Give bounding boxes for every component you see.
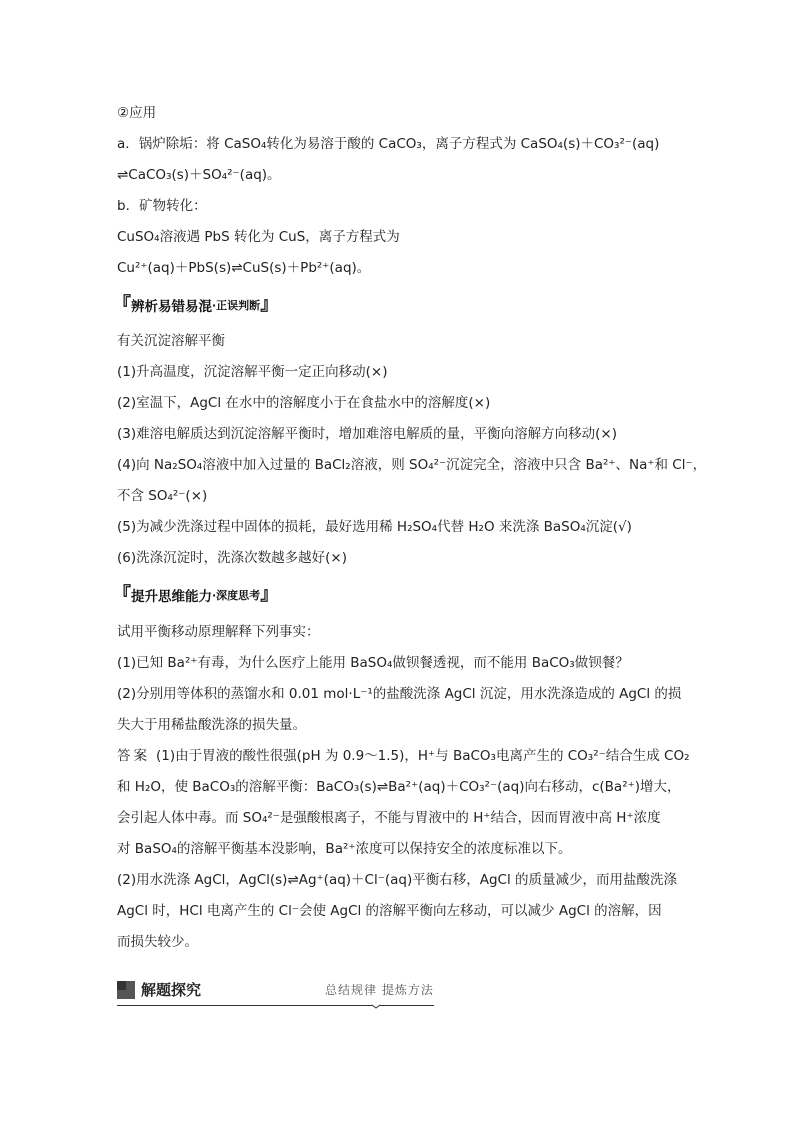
judge-item-1: (1)升高温度，沉淀溶解平衡一定正向移动(×)	[117, 364, 388, 380]
answer-line-1	[117, 746, 690, 766]
footer-rule	[117, 1005, 434, 1006]
answer-line-2: 和 H₂O，使 BaCO₃的溶解平衡：BaCO₃(s)⇌Ba²⁺(aq)＋CO₃²⁻(aq)向右移动，c(Ba²⁺)增大，	[117, 779, 681, 795]
answer-text-1: (1)由于胃液的酸性很强(pH 为 0.9～1.5)，H⁺与 BaCO₃电离产生的 CO₃²⁻结合生成 CO₂	[156, 748, 690, 764]
answer-line-6: AgCl 时，HCl 电离产生的 Cl⁻会使 AgCl 的溶解平衡向左移动，可以减少 AgCl 的溶解，因	[117, 903, 662, 919]
think-intro: 试用平衡移动原理解释下列事实：	[117, 624, 320, 640]
judge-item-2: (2)室温下，AgCl 在水中的溶解度小于在食盐水中的溶解度(×)	[117, 395, 491, 411]
answer-line-7: 而损失较少。	[117, 934, 198, 950]
section-footer-bar	[117, 978, 434, 1006]
text-line-b: b．矿物转化：	[117, 198, 207, 214]
section-block-icon	[117, 981, 135, 999]
answer-label: 答案	[117, 748, 150, 764]
text-line-a: a．锅炉除垢：将 CaSO₄转化为易溶于酸的 CaCO₃，离子方程式为 CaSO₄(s)＋CO₃²⁻(aq)	[117, 136, 660, 152]
footer-title: 解题探究	[141, 981, 202, 999]
answer-line-5: (2)用水洗涤 AgCl，AgCl(s)⇌Ag⁺(aq)＋Cl⁻(aq)平衡右移，AgCl 的质量减少，而用盐酸洗涤	[117, 872, 678, 888]
question-2: (2)分别用等体积的蒸馏水和 0.01 mol·L⁻¹的盐酸洗涤 AgCl 沉淀，用水洗涤造成的 AgCl 的损	[117, 686, 682, 702]
judge-title: 有关沉淀溶解平衡	[117, 333, 225, 349]
answer-line-3: 会引起人体中毒。而 SO₄²⁻是强酸根离子，不能与胃液中的 H⁺结合，因而胃液中高 H⁺浓度	[117, 810, 661, 826]
tag-title: 提升思维能力	[131, 589, 212, 605]
judge-item-6: (6)洗涤沉淀时，洗涤次数越多越好(×)	[117, 550, 347, 566]
tag-close-bracket: 』	[260, 584, 279, 605]
tag-subtitle: ·正误判断	[212, 299, 261, 312]
question-1: (1)已知 Ba²⁺有毒，为什么医疗上能用 BaSO₄做钡餐透视，而不能用 BaCO₃做钡餐？	[117, 655, 629, 671]
text-line-b-desc: CuSO₄溶液遇 PbS 转化为 CuS，离子方程式为	[117, 229, 400, 245]
judge-item-4: (4)向 Na₂SO₄溶液中加入过量的 BaCl₂溶液，则 SO₄²⁻沉淀完全，溶液中只含 Ba²⁺、Na⁺和 Cl⁻，	[117, 457, 707, 473]
tag-title: 辨析易错易混	[131, 299, 212, 315]
tag-subtitle: ·深度思考	[212, 589, 261, 602]
tag-open-bracket: 『	[113, 584, 131, 605]
judge-item-5: (5)为减少洗涤过程中固体的损耗，最好选用稀 H₂SO₄代替 H₂O 来洗涤 BaSO₄沉淀(√)	[117, 519, 632, 535]
tag-close-bracket: 』	[260, 294, 279, 315]
footer-notch-icon	[372, 1001, 380, 1009]
tag-open-bracket: 『	[113, 294, 131, 315]
section-tag-think	[113, 584, 278, 606]
section-heading-application: ②应用	[117, 105, 157, 121]
judge-item-4-cont: 不含 SO₄²⁻(×)	[117, 488, 208, 504]
judge-item-3: (3)难溶电解质达到沉淀溶解平衡时，增加难溶电解质的量，平衡向溶解方向移动(×)	[117, 426, 617, 442]
section-tag-judge	[113, 294, 278, 316]
question-2-cont: 失大于用稀盐酸洗涤的损失量。	[117, 717, 306, 733]
answer-line-4: 对 BaSO₄的溶解平衡基本没影响，Ba²⁺浓度可以保持安全的浓度标准以下。	[117, 841, 572, 857]
text-line-b-equation: Cu²⁺(aq)＋PbS(s)⇌CuS(s)＋Pb²⁺(aq)。	[117, 260, 371, 276]
text-line-a-cont: ⇌CaCO₃(s)＋SO₄²⁻(aq)。	[117, 167, 281, 183]
footer-subtitle: 总结规律 提炼方法	[325, 983, 434, 997]
